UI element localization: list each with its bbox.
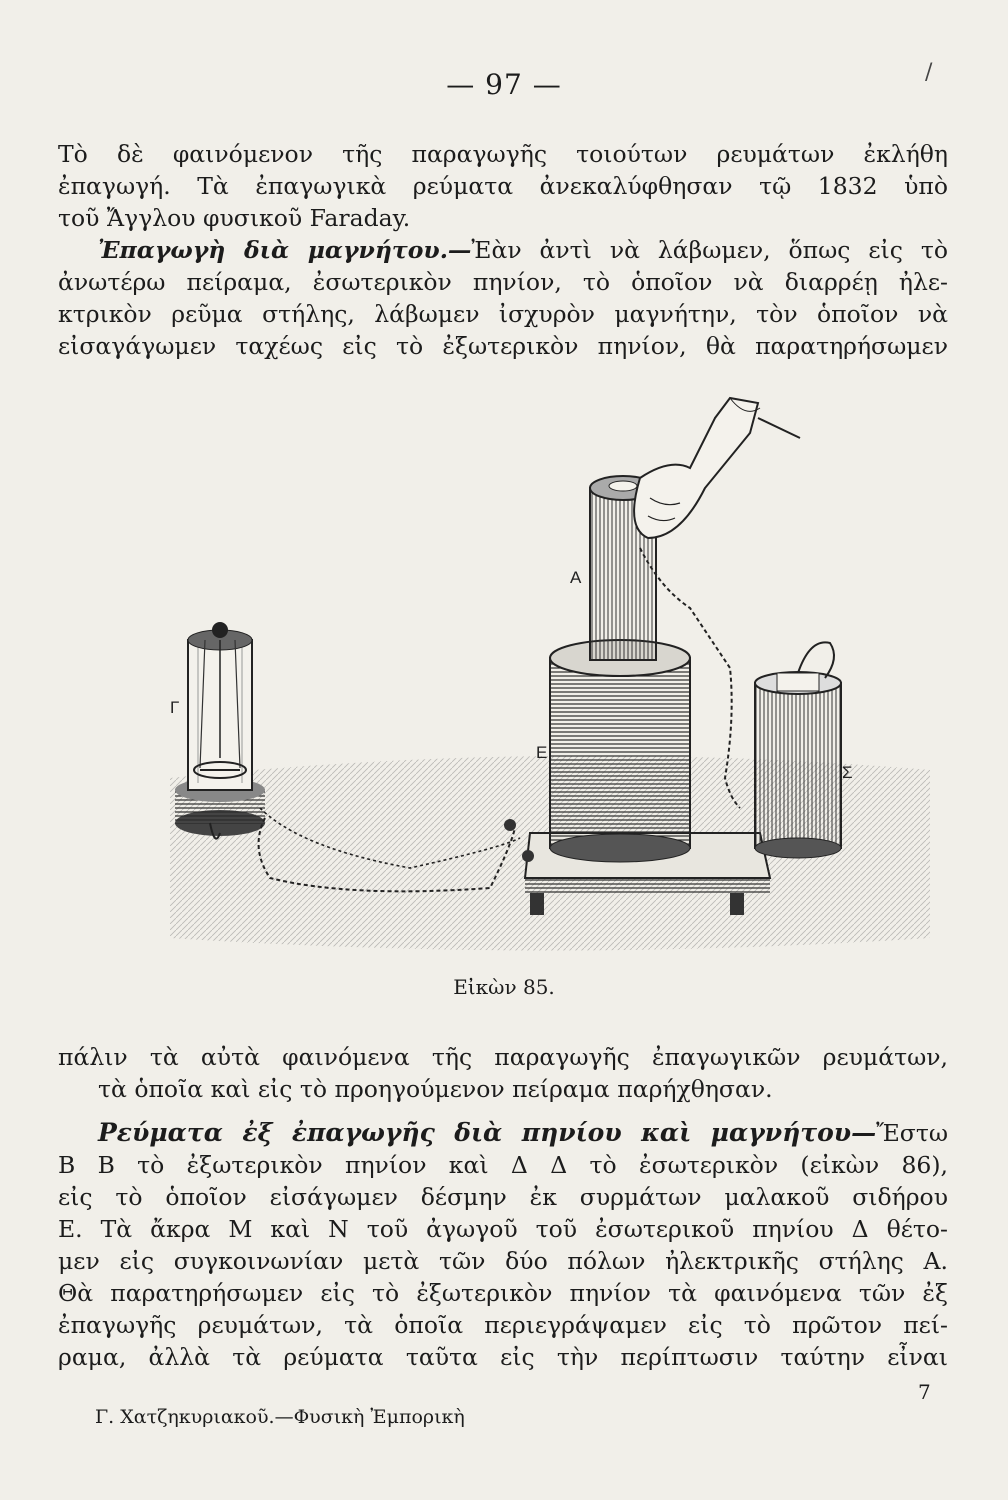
text-line: μεν εἰς συγκοινωνίαν μετὰ τῶν δύο πόλων ἠλεκτρικῆς στήλης Α. (58, 1247, 948, 1275)
text-line: ἀνωτέρω πείραμα, ἐσωτερικὸν πηνίον, τὸ ὁποῖον νὰ διαρρέῃ ἠλε- (58, 268, 948, 296)
label-sigma: Σ (842, 763, 853, 782)
text-line: πάλιν τὰ αὐτὰ φαινόμενα τῆς παραγωγῆς ἐπαγωγικῶν ρευμάτων, (58, 1043, 948, 1071)
label-gamma: Γ (170, 698, 180, 717)
text-line (58, 234, 948, 266)
text-line: εἰς τὸ ὁποῖον εἰσάγωμεν δέσμην ἐκ συρμάτων μαλακοῦ σιδήρου (58, 1183, 948, 1211)
text-line: ραμα, ἀλλὰ τὰ ρεύματα ταῦτα εἰς τὴν περίπτωσιν ταύτην εἶναι (58, 1343, 948, 1371)
figure-caption: Εἰκὼν 85. (453, 975, 555, 999)
page-number: — 97 — (446, 68, 562, 101)
text-line: Τὸ δὲ φαινόμενον τῆς παραγωγῆς τοιούτων ρευμάτων ἐκλήθη (58, 140, 948, 168)
heading-line-rest: Ἐὰν ἀντὶ νὰ λάβωμεν, ὅπως εἰς τὸ (471, 236, 948, 264)
corner-mark: / (925, 60, 933, 85)
section-heading: Ρεύματα ἐξ ἐπαγωγῆς διὰ πηνίου καὶ μαγνήτου— (98, 1118, 877, 1147)
page-footer: Γ. Χατζηκυριακοῦ.—Φυσικὴ Ἐμπορικὴ (95, 1406, 465, 1428)
outer-coil (550, 640, 690, 862)
text-line (58, 1117, 948, 1149)
heading-line-rest: Ἔστω (876, 1119, 948, 1147)
text-line: Β Β τὸ ἐξωτερικὸν πηνίον καὶ Δ Δ τὸ ἐσωτερικὸν (εἰκὼν 86), (58, 1151, 948, 1179)
paragraph-same-phenomena (58, 1041, 948, 1105)
paragraph-magnet-induction (58, 234, 948, 362)
hand-holding-magnet (634, 398, 800, 538)
text-line: κτρικὸν ρεῦμα στήλης, λάβωμεν ἰσχυρὸν μαγνήτην, τὸν ὁποῖον νὰ (58, 300, 948, 328)
text-line: τοῦ Ἄγγλου φυσικοῦ Faraday. (58, 204, 411, 232)
text-line: τὰ ὁποῖα καὶ εἰς τὸ προηγούμενον πείραμα παρήχθησαν. (98, 1075, 773, 1103)
paragraph-induction-definition (58, 138, 948, 234)
paragraph-coil-and-magnet (58, 1117, 948, 1373)
text-line: ἐπαγωγῆς ρευμάτων, τὰ ὁποῖα περιεγράψαμεν εἰς τὸ πρῶτον πεί- (58, 1311, 948, 1339)
text-line: εἰσαγάγωμεν ταχέως εἰς τὸ ἐξωτερικὸν πηνίον, θὰ παρατηρήσωμεν (58, 332, 948, 360)
figure-85-illustration (170, 378, 930, 968)
section-heading: Ἐπαγωγὴ διὰ μαγνήτου.— (98, 236, 472, 264)
label-a: Α (570, 568, 582, 587)
label-epsilon: Ε (536, 743, 548, 762)
battery-cell (755, 642, 841, 858)
text-line: ἐπαγωγή. Τὰ ἐπαγωγικὰ ρεύματα ἀνεκαλύφθησαν τῷ 1832 ὑπὸ (58, 172, 948, 200)
engraving-induction-apparatus (170, 378, 930, 968)
text-line: Ε. Τὰ ἄκρα Μ καὶ Ν τοῦ ἀγωγοῦ τοῦ ἐσωτερικοῦ πηνίου Δ θέτο- (58, 1215, 948, 1243)
signature-mark: 7 (918, 1380, 931, 1404)
text-line: Θὰ παρατηρήσωμεν εἰς τὸ ἐξωτερικὸν πηνίον τὰ φαινόμενα τῶν ἐξ (58, 1279, 948, 1307)
galvanometer (175, 622, 265, 839)
